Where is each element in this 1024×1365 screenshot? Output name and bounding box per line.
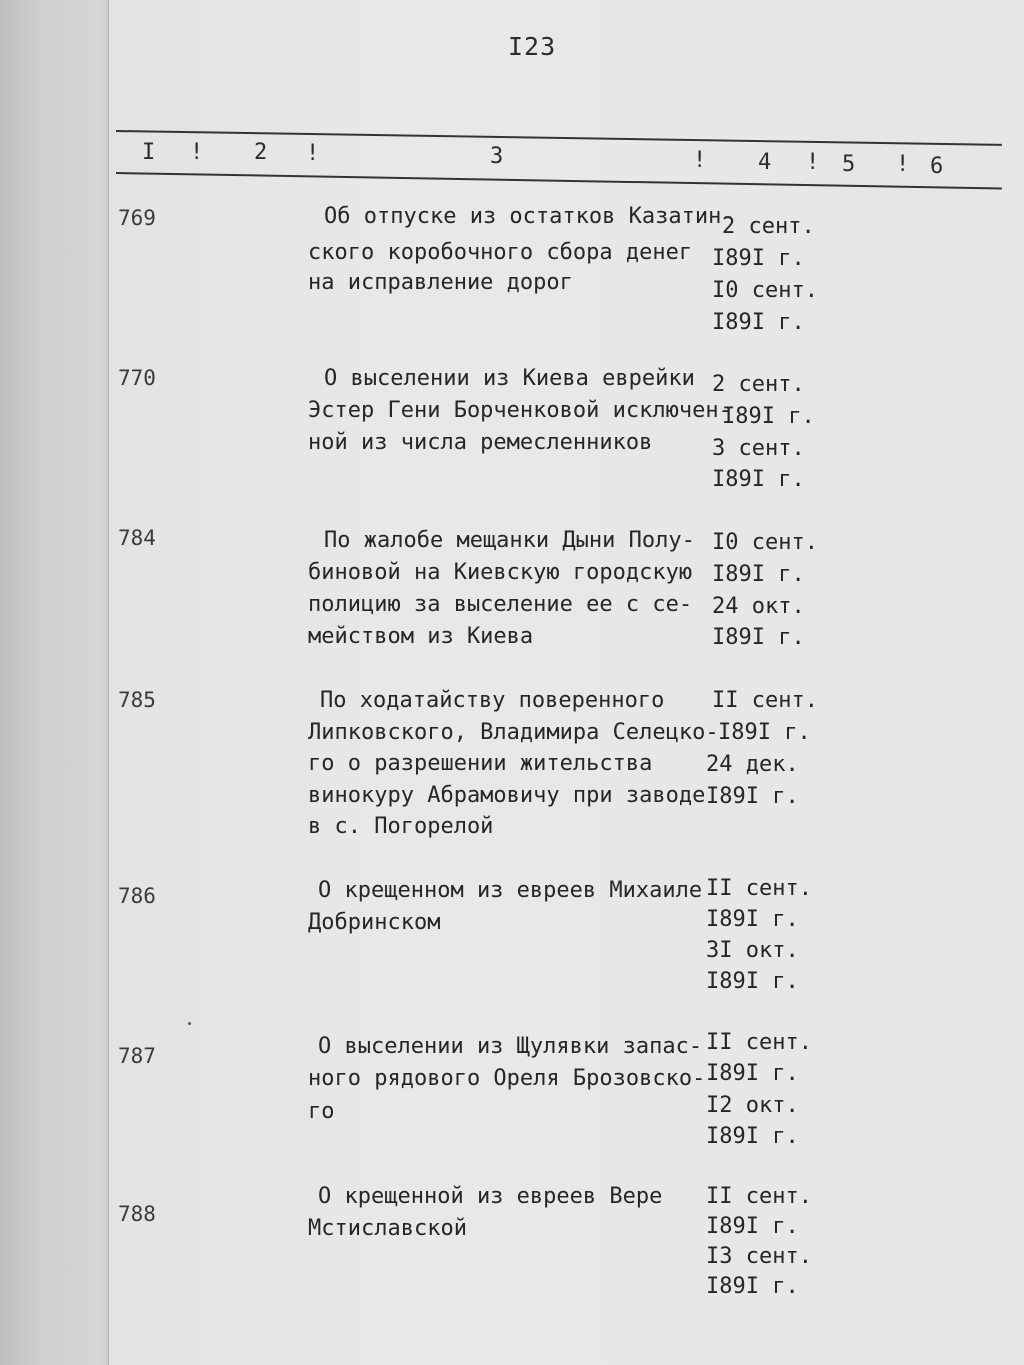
entry-date-line: I89I г. bbox=[712, 310, 805, 335]
entry-title-line: винокуру Абрамовичу при заводе bbox=[308, 783, 706, 808]
header-separator: ! bbox=[693, 148, 707, 173]
entry-date-line: 24 дек. bbox=[706, 752, 799, 777]
entry-title-line: на исправление дорог bbox=[308, 270, 573, 295]
entry-date-line: 24 окт. bbox=[712, 594, 805, 619]
entry-title-line: го bbox=[308, 1099, 335, 1124]
table-header-bottom-rule bbox=[116, 172, 1002, 189]
table-header-top-rule bbox=[116, 130, 1002, 146]
entry-date-line: I0 сент. bbox=[712, 278, 818, 303]
entry-date-line: 3 сент. bbox=[712, 436, 805, 461]
header-col-5: 5 bbox=[842, 152, 856, 177]
entry-title-line: го о разрешении жительства bbox=[308, 751, 653, 776]
entry-date-line: I89I г. bbox=[706, 969, 799, 994]
header-col-1: I bbox=[142, 140, 156, 165]
entry-title-line: ского коробочного сбора денег bbox=[308, 240, 693, 265]
entry-number: 787 bbox=[118, 1044, 156, 1068]
entry-date-line: II сент. bbox=[712, 688, 818, 713]
header-col-6: 6 bbox=[930, 154, 944, 179]
entry-title-line: О выселении из Киева еврейки bbox=[324, 366, 695, 391]
entry-date-line: I0 сент. bbox=[712, 530, 818, 555]
entry-date-line: II сент. bbox=[706, 876, 812, 901]
entry-date-line: 2 сент. bbox=[712, 372, 805, 397]
entry-number: 788 bbox=[118, 1202, 156, 1226]
entry-date-line: I89I г. bbox=[722, 404, 815, 429]
entry-title-line: в с. Погорелой bbox=[308, 814, 494, 839]
entry-number: 769 bbox=[118, 206, 156, 230]
entry-date-line: I89I г. bbox=[706, 1061, 799, 1086]
entry-date-line: I89I г. bbox=[706, 1214, 799, 1239]
entry-date-line: I3 сент. bbox=[706, 1244, 812, 1269]
entry-date-line: I89I г. bbox=[712, 562, 805, 587]
entry-title-line: Липковского, Владимира Селецко- bbox=[308, 720, 719, 745]
entry-date-line: I89I г. bbox=[712, 467, 805, 492]
entry-date-line: 3I окт. bbox=[706, 938, 799, 963]
entry-date-line: I89I г. bbox=[712, 625, 805, 650]
entry-number: 785 bbox=[118, 688, 156, 712]
entry-date-line: I2 окт. bbox=[706, 1093, 799, 1118]
entry-title-line: ной из числа ремесленников bbox=[308, 430, 653, 455]
entry-date-line: I89I г. bbox=[706, 907, 799, 932]
entry-date-line: I89I г. bbox=[706, 1124, 799, 1149]
header-col-4: 4 bbox=[758, 150, 772, 175]
header-separator: ! bbox=[306, 141, 320, 166]
header-separator: ! bbox=[896, 152, 910, 177]
page-number: I23 bbox=[508, 32, 557, 61]
entry-title-line: О выселении из Щулявки запас- bbox=[318, 1034, 703, 1059]
entry-date-line: I89I г. bbox=[718, 720, 811, 745]
entry-number: 786 bbox=[118, 884, 156, 908]
header-col-3: 3 bbox=[490, 144, 504, 169]
entry-date-line: I89I г. bbox=[706, 784, 799, 809]
entry-title-line: Мстиславской bbox=[308, 1216, 467, 1241]
entry-number: 784 bbox=[118, 526, 156, 550]
entry-title-line: Добринском bbox=[308, 910, 441, 935]
entry-title-line: По жалобе мещанки Дыни Полу- bbox=[324, 528, 695, 553]
header-separator: ! bbox=[190, 140, 204, 165]
entry-title-line: биновой на Киевскую городскую bbox=[308, 560, 693, 585]
entry-title-line: О крещенном из евреев Михаиле bbox=[318, 878, 703, 903]
header-col-2: 2 bbox=[254, 140, 268, 165]
entry-title-line: мейством из Киева bbox=[308, 624, 534, 649]
entry-title-line: По ходатайству поверенного bbox=[320, 688, 665, 713]
entry-date-line: I89I г. bbox=[712, 246, 805, 271]
entry-title-line: полицию за выселение ее с се- bbox=[308, 592, 693, 617]
entry-title-line: Об отпуске из остатков Казатин- bbox=[324, 204, 735, 229]
entry-date-line: I89I г. bbox=[706, 1274, 799, 1299]
entry-title-line: ного рядового Ореля Брозовско- bbox=[308, 1066, 706, 1091]
entry-title-line: О крещенной из евреев Вере bbox=[318, 1184, 663, 1209]
entry-title-line: Эстер Гени Борченковой исключен- bbox=[308, 398, 732, 423]
entry-date-line: 2 сент. bbox=[722, 214, 815, 239]
header-separator: ! bbox=[806, 150, 820, 175]
entry-date-line: II сент. bbox=[706, 1030, 812, 1055]
ink-speck bbox=[188, 1022, 191, 1025]
book-spine bbox=[0, 0, 109, 1365]
entry-number: 770 bbox=[118, 366, 156, 390]
entry-date-line: II сент. bbox=[706, 1184, 812, 1209]
